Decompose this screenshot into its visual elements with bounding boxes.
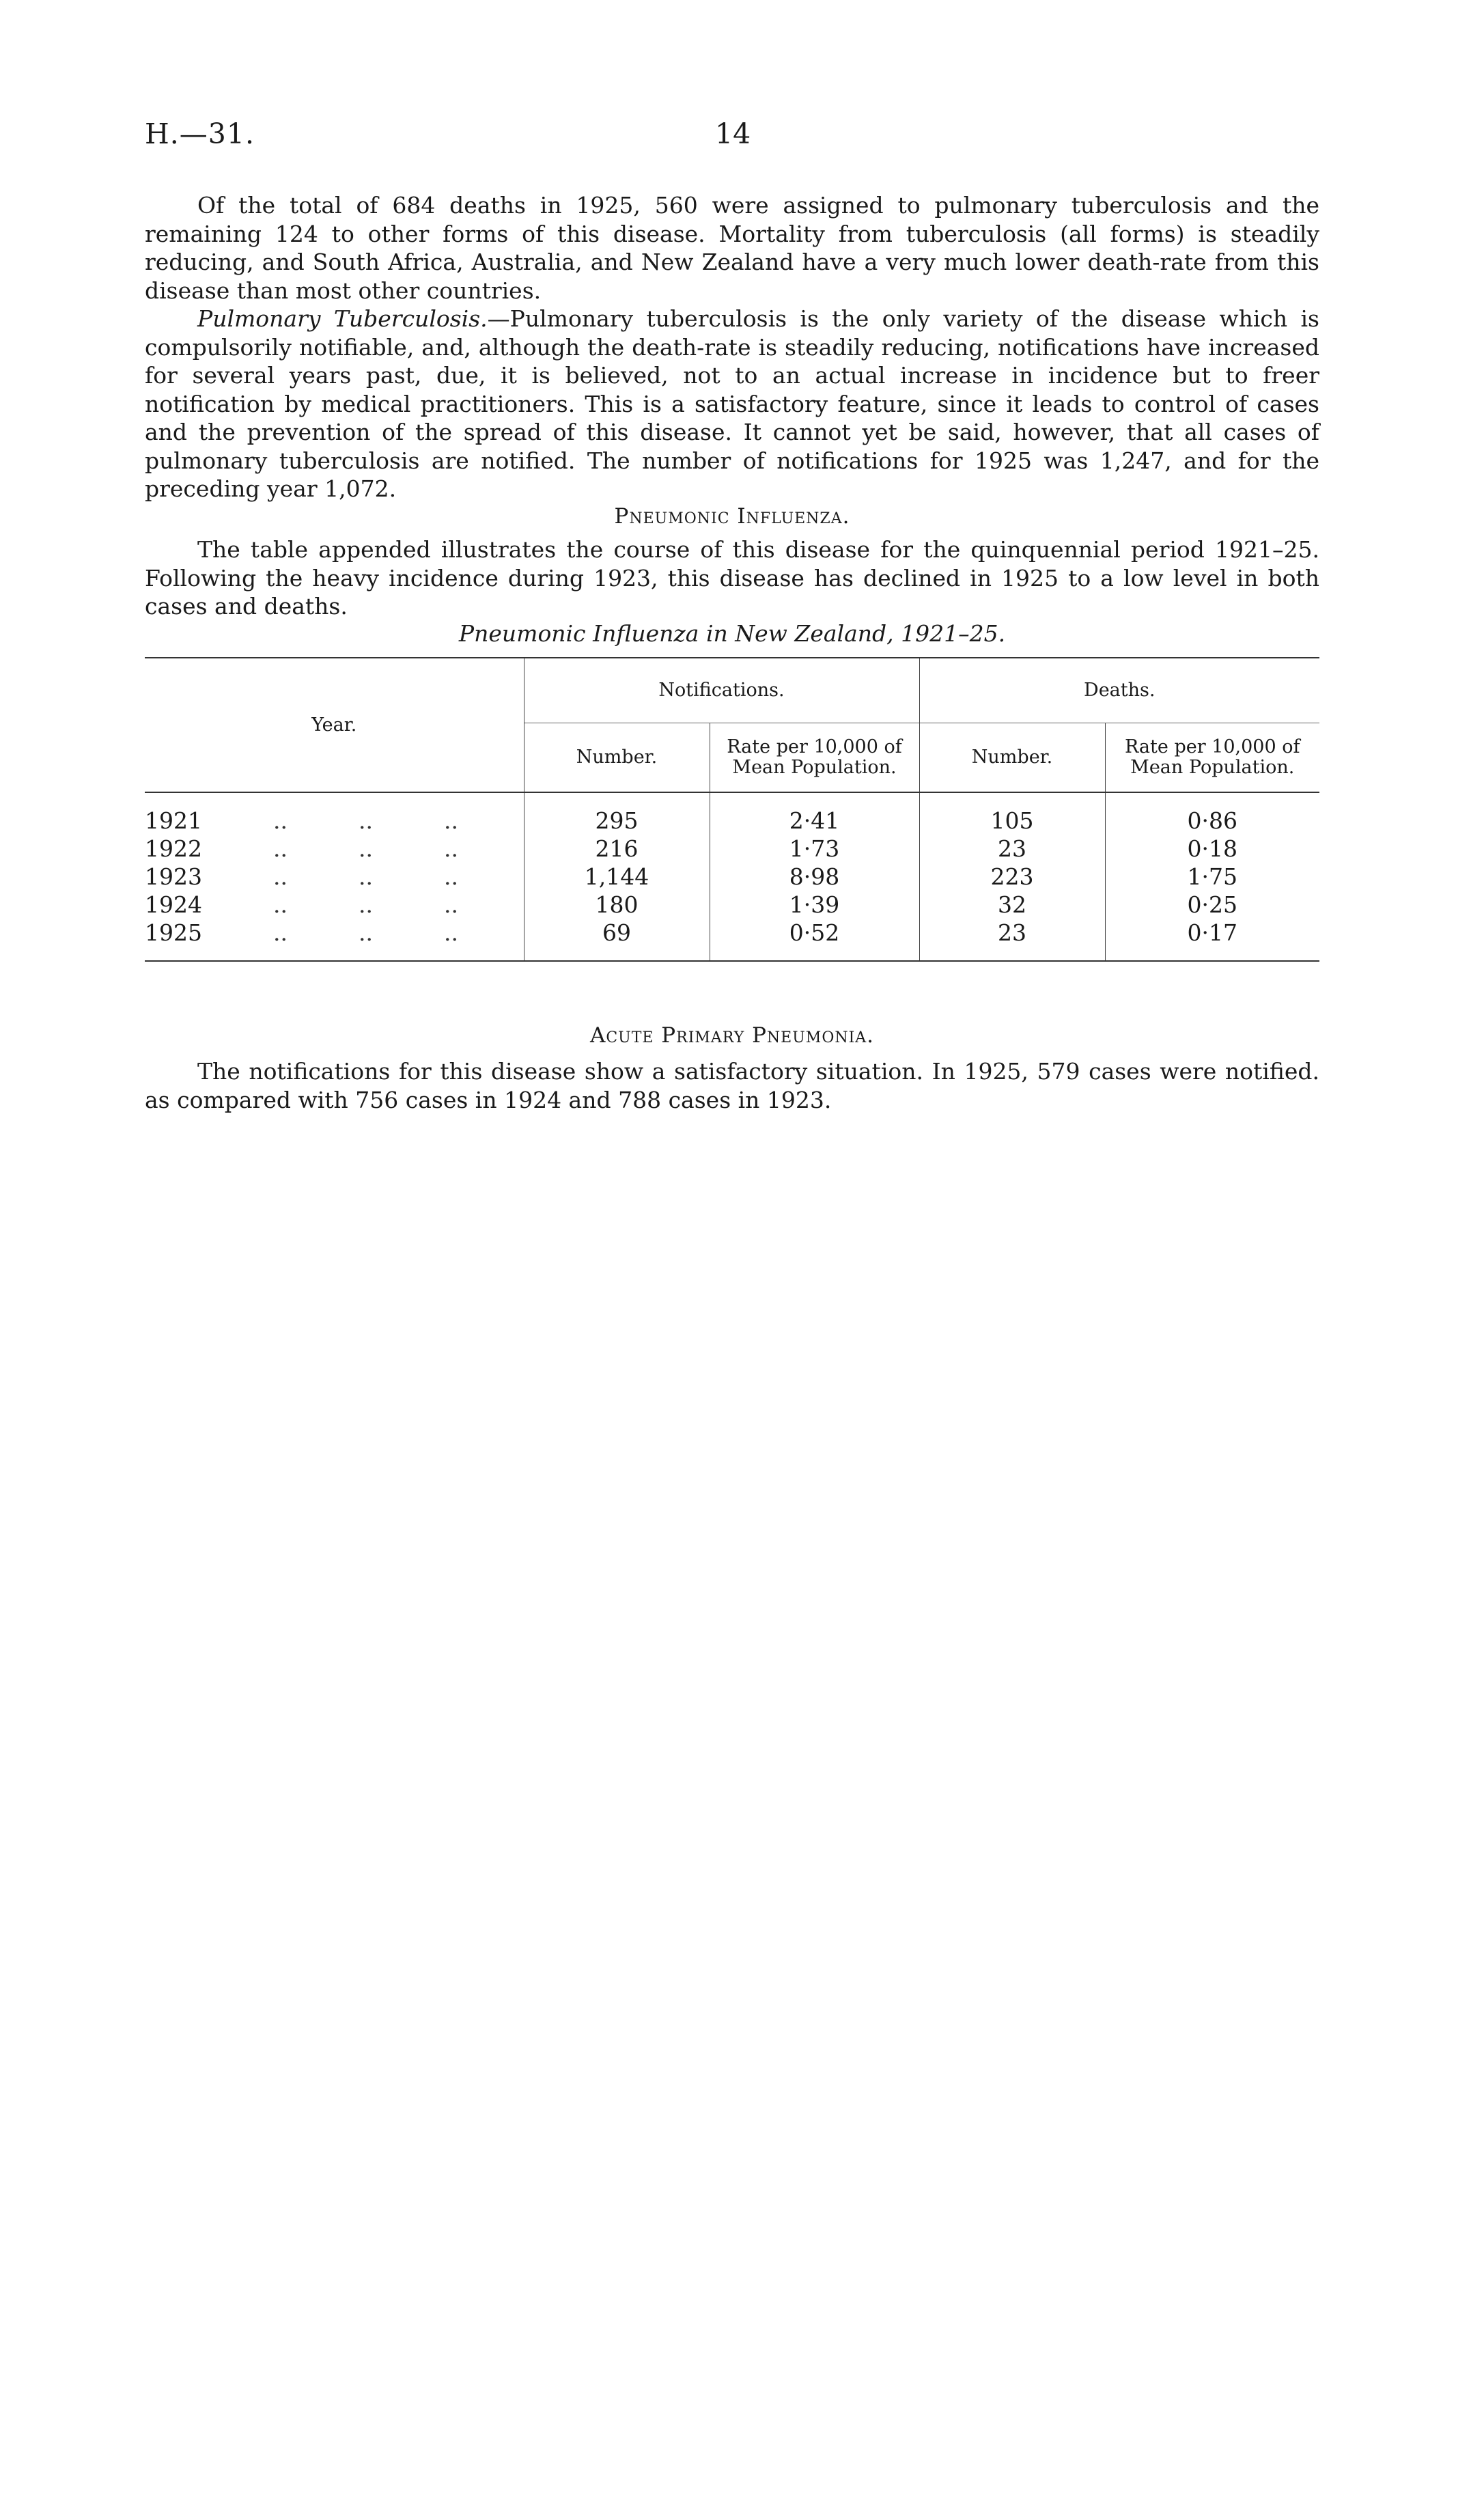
year-cell: [145, 835, 524, 863]
notifications-rate-cell: 2·41: [710, 792, 919, 835]
notifications-rate-cell: 0·52: [710, 919, 919, 961]
deaths-rate-header: [1105, 723, 1319, 793]
page-header: [145, 117, 1319, 156]
table-row: [145, 792, 1319, 835]
pulmonary-tuberculosis-paragraph: [145, 305, 1319, 503]
tuberculosis-deaths-paragraph: Of the total of 684 deaths in 1925, 560 were assigned to pulmonary tuberculosis and the remaining 124 to other forms of this disease. Mortality from tuberculosis (all forms) is steadily reducing, and South Africa, Australia, and New Zealand have a very much lower death-rate from this disease than most other countries.: [145, 192, 1319, 304]
notifications-number-cell: 1,144: [524, 863, 710, 891]
influenza-table-container: [145, 657, 1319, 962]
notifications-number-cell: 180: [524, 891, 710, 919]
year-cell: [145, 919, 524, 961]
document-reference: H.—31.: [145, 117, 255, 150]
deaths-number-cell: 23: [919, 835, 1105, 863]
pneumonic-influenza-heading: Pneumonic Influenza.: [614, 504, 850, 529]
year-cell: [145, 863, 524, 891]
leader-dots: .. .. ..: [273, 863, 458, 890]
pneumonia-section: [145, 1057, 1319, 1114]
year-cell: [145, 891, 524, 919]
page-number: 14: [715, 117, 751, 150]
deaths-number-cell: 223: [919, 863, 1105, 891]
year-value: 1921: [145, 807, 202, 834]
pneumonia-paragraph: The notifications for this disease show a satisfactory situation. In 1925, 579 cases were notified. as compared with 756 cases in 1924 and 788 cases in 1923.: [145, 1058, 1319, 1113]
influenza-section: [145, 535, 1319, 621]
year-cell: [145, 792, 524, 835]
pulmonary-tuberculosis-body: —Pulmonary tuberculosis is the only variety of the disease which is compulsorily notifiable, and, although the death-rate is steadily reducing, notifications have increased for several years past, due, it is believed, not to an actual increase in incidence but to freer notification by medical practitioners. This is a satisfactory feature, since it leads to control of cases and the prevention of the spread of this disease. It cannot yet be said, however, that all cases of pulmonary tuberculosis are notified. The number of notifications for 1925 was 1,247, and for the preceding year 1,072.: [145, 305, 1319, 502]
deaths-number-header: Number.: [919, 723, 1105, 793]
year-column-header: Year.: [145, 658, 524, 792]
deaths-rate-cell: 0·18: [1105, 835, 1319, 863]
deaths-header: Deaths.: [919, 658, 1319, 723]
deaths-rate-header-line1: Rate per 10,000 of: [1124, 736, 1300, 757]
table-row: [145, 891, 1319, 919]
notifications-rate-cell: 8·98: [710, 863, 919, 891]
notifications-rate-header-line1: Rate per 10,000 of: [727, 736, 902, 757]
notifications-number-header: Number.: [524, 723, 710, 793]
influenza-table: [145, 657, 1319, 962]
deaths-number-cell: 105: [919, 792, 1105, 835]
notifications-number-cell: 216: [524, 835, 710, 863]
table-row: [145, 863, 1319, 891]
year-value: 1925: [145, 919, 202, 946]
deaths-rate-cell: 0·86: [1105, 792, 1319, 835]
notifications-rate-cell: 1·73: [710, 835, 919, 863]
deaths-number-cell: 32: [919, 891, 1105, 919]
deaths-rate-cell: 0·17: [1105, 919, 1319, 961]
notifications-header: Notifications.: [524, 658, 919, 723]
leader-dots: .. .. ..: [273, 835, 458, 862]
notifications-rate-cell: 1·39: [710, 891, 919, 919]
deaths-rate-header-line2: Mean Population.: [1130, 757, 1295, 778]
leader-dots: .. .. ..: [273, 919, 458, 946]
year-value: 1922: [145, 835, 202, 862]
acute-primary-pneumonia-heading: Acute Primary Pneumonia.: [589, 1023, 875, 1048]
influenza-paragraph: The table appended illustrates the course of this disease for the quinquennial period 1921–25. Following the heavy incidence during 1923, this disease has declined in 1925 to a low level in both cases and deaths.: [145, 536, 1319, 619]
year-value: 1924: [145, 891, 202, 918]
deaths-rate-cell: 0·25: [1105, 891, 1319, 919]
tuberculosis-section: [145, 191, 1319, 503]
leader-dots: .. .. ..: [273, 807, 458, 834]
table-row: [145, 835, 1319, 863]
leader-dots: .. .. ..: [273, 891, 458, 918]
pulmonary-tuberculosis-lead: Pulmonary Tuberculosis.: [197, 305, 488, 332]
deaths-rate-cell: 1·75: [1105, 863, 1319, 891]
notifications-rate-header-line2: Mean Population.: [732, 757, 897, 778]
notifications-number-cell: 295: [524, 792, 710, 835]
table-row: [145, 919, 1319, 961]
notifications-number-cell: 69: [524, 919, 710, 961]
deaths-number-cell: 23: [919, 919, 1105, 961]
year-value: 1923: [145, 863, 202, 890]
notifications-rate-header: [710, 723, 919, 793]
table-caption: Pneumonic Influenza in New Zealand, 1921–25.: [458, 620, 1006, 647]
